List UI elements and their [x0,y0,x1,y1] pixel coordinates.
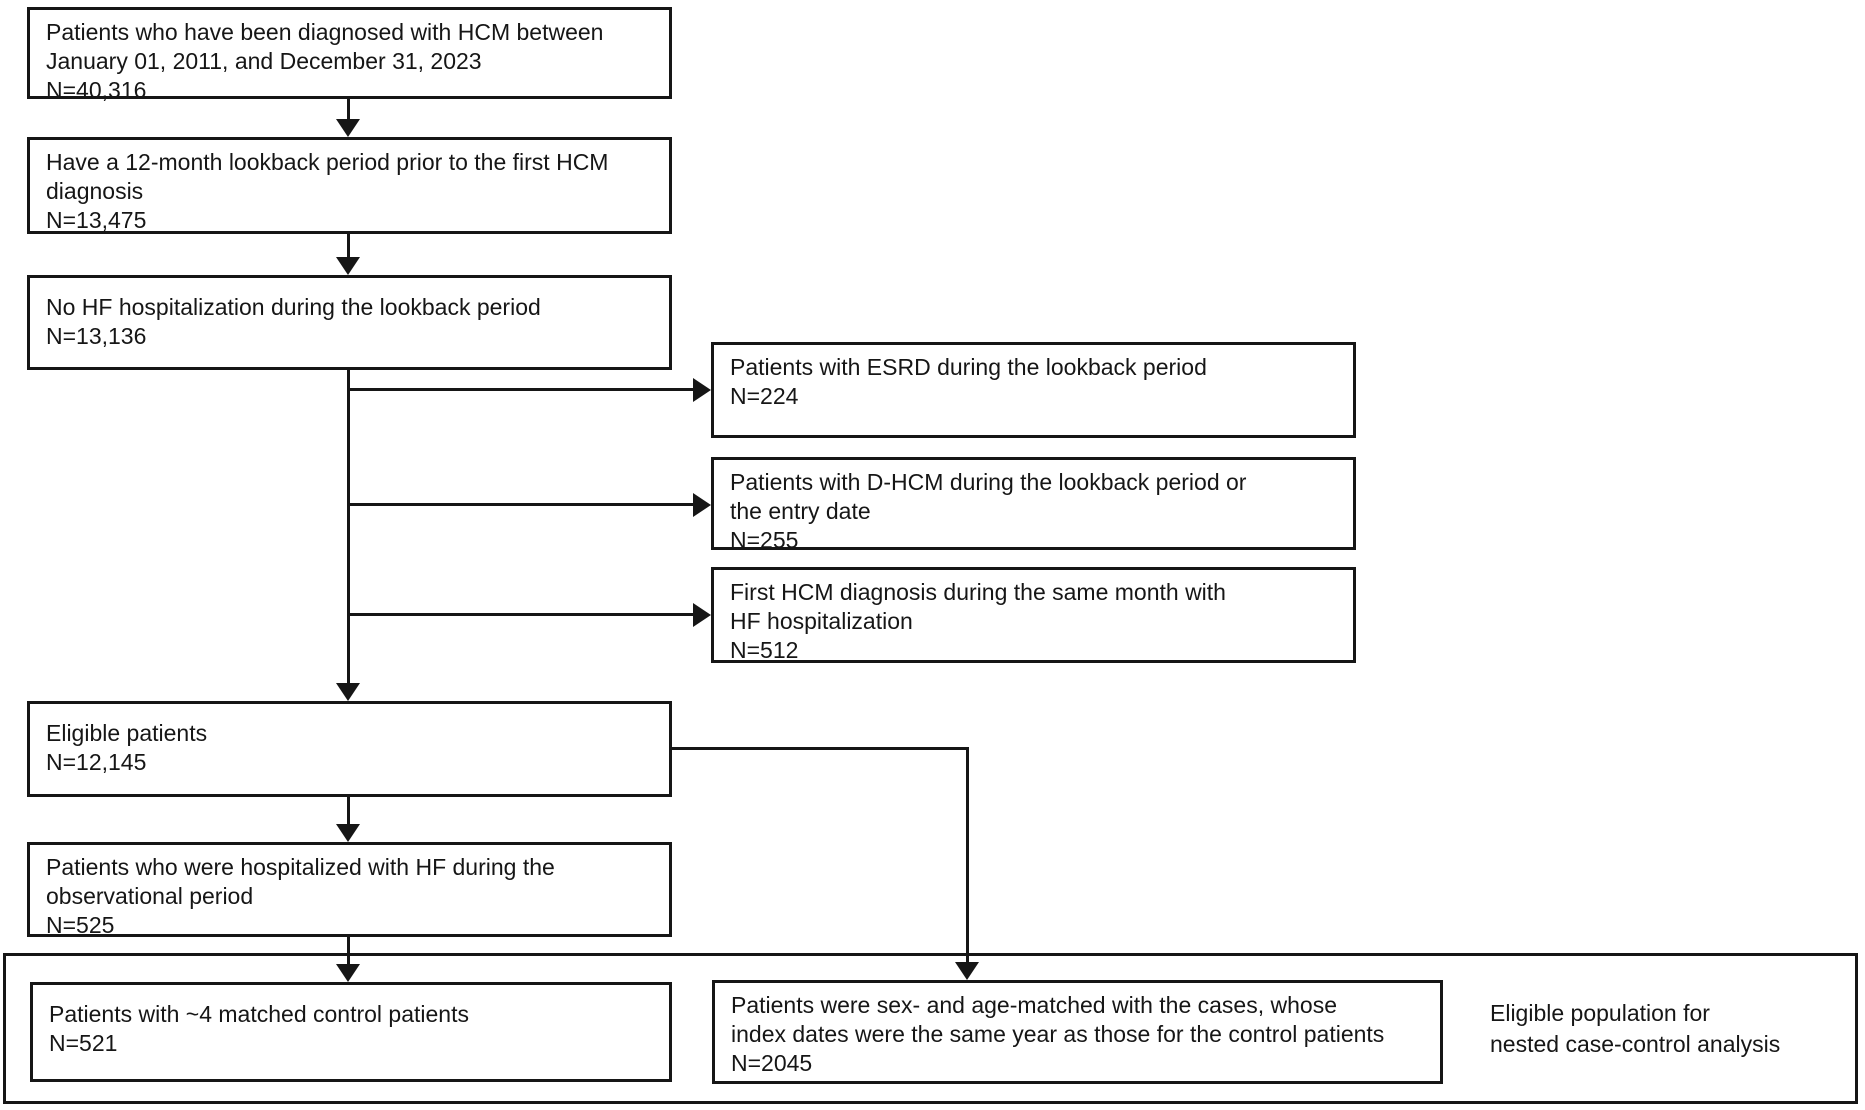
box-matched-controls [30,982,672,1082]
arrowhead-down [336,683,360,701]
box-text-line: observational period [46,883,254,909]
box-text-line: Have a 12-month lookback period prior to the first HCM [46,149,609,175]
box-hf-hospitalized [27,842,672,937]
box-text-line: N=40,316 [46,77,147,103]
box-text-line: the entry date [730,498,871,524]
connector-eligible-elbow-hline [672,747,969,750]
connector-hfhosp-to-matched-line [347,937,350,965]
nested-analysis-label [1490,998,1840,1060]
box-eligible-patients [27,701,672,797]
arrowhead-down [955,962,979,980]
box-text-line: N=512 [730,637,799,663]
box-text-line: N=12,145 [46,749,147,775]
arrowhead-down [336,257,360,275]
box-text-line: Patients with ~4 matched control patients [49,1001,469,1027]
arrowhead-right [693,493,711,517]
box-text-line: Eligible patients [46,720,208,746]
box-text-line: Patients with ESRD during the lookback period [730,354,1207,380]
connector-diagnosed-to-lookback-line [347,99,350,121]
box-no-hf-hospitalization [27,275,672,370]
box-lookback-period [27,137,672,234]
box-esrd-excluded [711,342,1356,438]
branch-dhcm-line [348,503,693,506]
connector-eligible-elbow-vline [966,747,969,963]
box-text-line: Patients with D-HCM during the lookback period or [730,469,1247,495]
box-text-line: January 01, 2011, and December 31, 2023 [46,48,482,74]
box-text-line: N=255 [730,527,799,553]
box-text-line: N=525 [46,912,115,938]
box-text-line: Patients who have been diagnosed with HCM between [46,19,604,45]
arrowhead-down [336,964,360,982]
box-text-line: First HCM diagnosis during the same month with [730,579,1226,605]
box-text-line: N=2045 [731,1050,813,1076]
box-text-line: N=13,136 [46,323,147,349]
arrowhead-right [693,603,711,627]
box-hcm-diagnosed [27,7,672,103]
arrowhead-down [336,824,360,842]
label-text-line: Eligible population for [1490,1000,1710,1026]
box-sex-age-matched [712,980,1443,1084]
box-text-line: N=521 [49,1030,118,1056]
box-text-line: diagnosis [46,178,144,204]
box-first-hcm-same-month-excluded [711,567,1356,663]
branch-first-hcm-line [348,613,693,616]
label-text-line: nested case-control analysis [1490,1031,1781,1057]
box-text-line: Patients who were hospitalized with HF during the [46,854,555,880]
arrowhead-down [336,119,360,137]
box-dhcm-excluded [711,457,1356,553]
box-text-line: HF hospitalization [730,608,913,634]
connector-eligible-to-hfhosp-line [347,797,350,825]
box-text-line: N=224 [730,383,799,409]
branch-esrd-line [348,388,693,391]
connector-lookback-to-nohf-line [347,234,350,259]
connector-trunk-line [347,368,350,685]
arrowhead-right [693,378,711,402]
box-text-line: N=13,475 [46,207,147,233]
box-text-line: No HF hospitalization during the lookback period [46,294,541,320]
box-text-line: index dates were the same year as those for the control patients [731,1021,1385,1047]
box-text-line: Patients were sex- and age-matched with the cases, whose [731,992,1337,1018]
